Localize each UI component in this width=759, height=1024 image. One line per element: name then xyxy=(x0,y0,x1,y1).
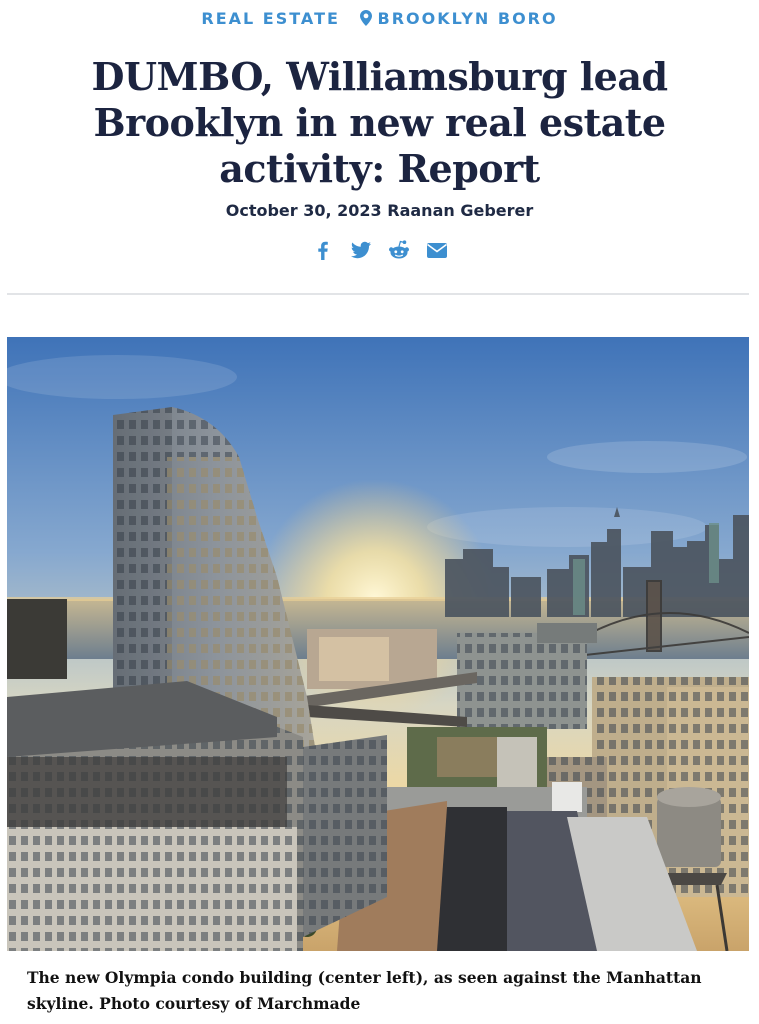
author-link[interactable]: Raanan Geberer xyxy=(387,201,534,220)
reddit-icon[interactable] xyxy=(387,238,411,262)
map-pin-icon xyxy=(360,10,372,26)
share-bar xyxy=(0,238,759,262)
article-headline: DUMBO, Williamsburg lead Brooklyn in new real estate activity: Report xyxy=(91,54,668,191)
skyline-photo-illustration xyxy=(7,337,749,951)
email-icon[interactable] xyxy=(425,238,449,262)
photo-caption: The new Olympia condo building (center left), as seen against the Manhattan skyline. Photo courtesy of Marchmade xyxy=(27,968,702,1013)
publish-date: October 30, 2023 xyxy=(225,201,382,220)
location-link[interactable]: BROOKLYN BORO xyxy=(377,9,558,28)
twitter-icon[interactable] xyxy=(349,238,373,262)
byline xyxy=(0,201,759,220)
article-photo[interactable] xyxy=(7,337,749,951)
facebook-icon[interactable] xyxy=(311,238,335,262)
section-link[interactable]: REAL ESTATE xyxy=(201,9,340,28)
category-breadcrumb xyxy=(0,9,759,28)
header-divider xyxy=(7,293,749,295)
